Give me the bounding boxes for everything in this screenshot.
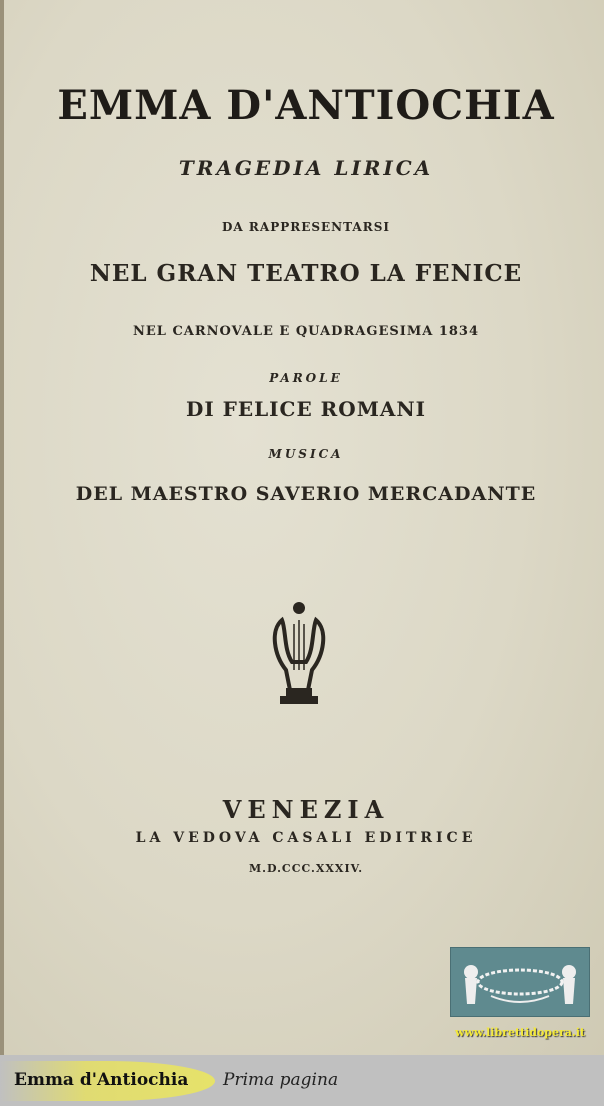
publisher: LA VEDOVA CASALI EDITRICE (135, 830, 477, 846)
composer: DEL MAESTRO SAVERIO MERCADANTE (75, 483, 537, 505)
performance-line: DA RAPPRESENTARSI (222, 220, 390, 234)
librettist: DI FELICE ROMANI (186, 397, 426, 421)
subtitle: TRAGEDIA LIRICA (178, 156, 434, 180)
cherubs-garland-icon (451, 948, 589, 1016)
site-url[interactable]: www.librettidopera.it (454, 1026, 586, 1039)
lyre-icon (268, 600, 330, 706)
year: M.D.CCC.XXXIV. (248, 862, 364, 875)
opera-title: EMMA D'ANTIOCHIA (57, 82, 555, 129)
season: NEL CARNOVALE E QUADRAGESIMA 1834 (132, 324, 480, 339)
words-label: PAROLE (269, 371, 343, 385)
theatre: NEL GRAN TEATRO LA FENICE (89, 260, 523, 287)
footer-page-label: Prima pagina (223, 1070, 339, 1090)
footer-bar (0, 1055, 604, 1106)
site-logo (450, 947, 590, 1017)
music-label: MUSICA (268, 447, 344, 461)
footer-opera-title[interactable]: Emma d'Antiochia (14, 1070, 189, 1090)
city: VENEZIA (222, 795, 390, 824)
